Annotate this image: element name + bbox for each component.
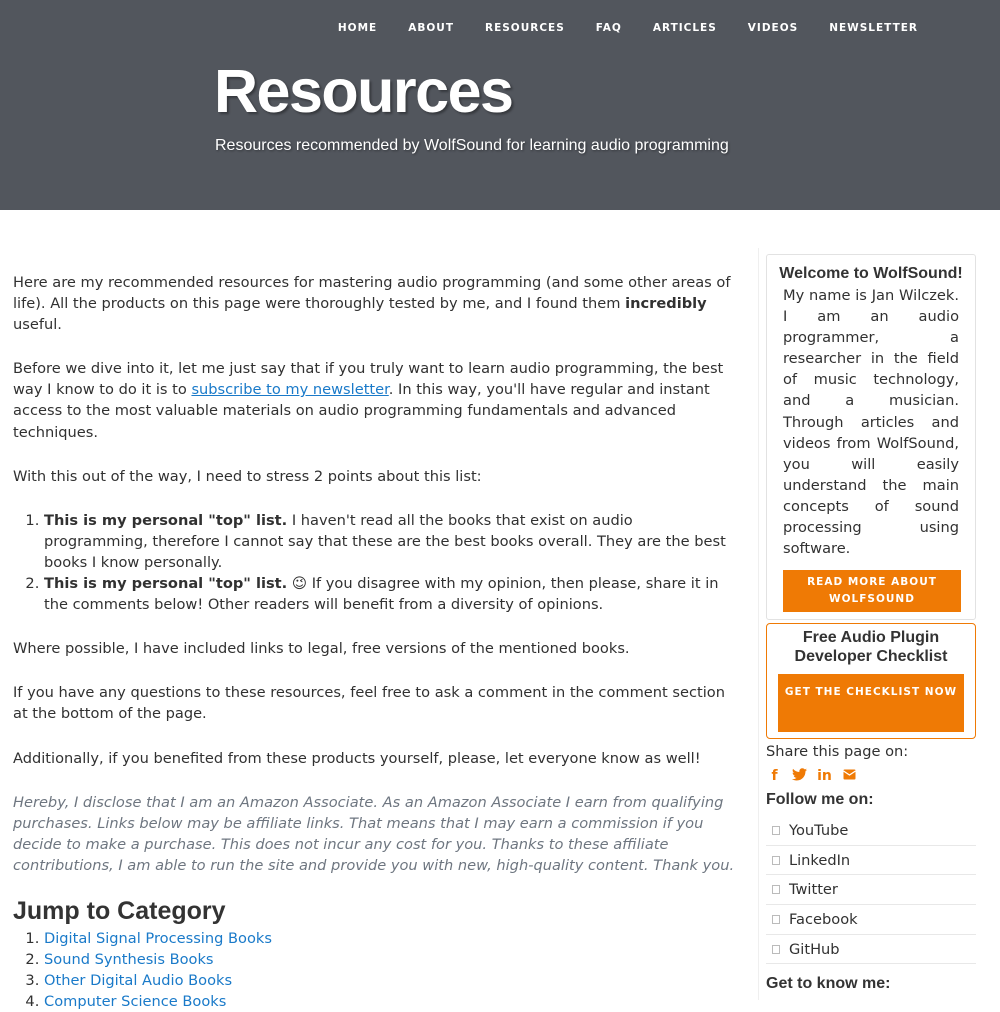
page-subtitle: Resources recommended by WolfSound for learning audio programming [215, 137, 729, 154]
category-link-digital-audio-books[interactable]: Other Digital Audio Books [44, 972, 233, 990]
welcome-title: Welcome to WolfSound! [779, 265, 963, 282]
email-icon[interactable] [841, 768, 858, 785]
main-content [13, 272, 740, 1012]
follow-link-youtube[interactable]: YouTube [789, 821, 849, 839]
checklist-widget [766, 623, 976, 739]
jump-to-category-heading: Jump to Category [13, 896, 226, 925]
category-item [44, 970, 740, 991]
share-icons [766, 768, 858, 785]
category-link-dsp-books[interactable]: Digital Signal Processing Books [44, 930, 272, 948]
page-header [0, 0, 1000, 210]
category-list [44, 928, 740, 1012]
follow-item [766, 935, 976, 965]
linkedin-icon[interactable]: in [817, 768, 832, 784]
newsletter-link[interactable]: subscribe to my newsletter [191, 381, 389, 399]
welcome-widget [766, 254, 976, 620]
linkedin-icon [772, 856, 780, 865]
follow-list [766, 816, 976, 964]
page-title: Resources [214, 57, 513, 125]
facebook-icon[interactable]: f [771, 768, 778, 784]
free-versions-paragraph: Where possible, I have included links to legal, free versions of the mentioned books. [13, 640, 630, 658]
affiliate-disclaimer: Hereby, I disclose that I am an Amazon Associate. As an Amazon Associate I earn from qualifying purchases. Links below may be affiliate links. That means that I may earn a commission if you decide to make a purchase. This does not incur any cost for you. Thanks to these affiliate contributions, I am able to run the site and provide you with new, high-quality content. Thank you. [13, 793, 735, 874]
category-link-synthesis-books[interactable]: Sound Synthesis Books [44, 951, 214, 969]
sidebar [758, 248, 988, 1000]
nav-home[interactable]: HOME [337, 22, 378, 34]
point-item: 1. This is my personal "top" list. I haven't read all the books that exist on audio programming, therefore I cannot say that these are the best books overall. They are the best books I know personally. [44, 510, 740, 573]
follow-label: Follow me on: [766, 791, 874, 808]
category-item [44, 991, 740, 1012]
follow-link-github[interactable]: GitHub [789, 940, 840, 958]
nav-faq[interactable]: FAQ [595, 22, 622, 34]
follow-link-twitter[interactable]: Twitter [789, 881, 838, 899]
get-to-know-label: Get to know me: [766, 975, 891, 992]
top-navigation [307, 20, 918, 36]
follow-item [766, 875, 976, 905]
read-more-button[interactable]: READ MORE ABOUT WOLFSOUND [783, 570, 961, 612]
points-list [44, 510, 740, 615]
facebook-icon [772, 915, 780, 924]
youtube-icon [772, 826, 780, 835]
nav-articles[interactable]: ARTICLES [652, 22, 717, 34]
follow-link-facebook[interactable]: Facebook [789, 910, 858, 928]
questions-paragraph: If you have any questions to these resources, feel free to ask a comment in the comment section at the bottom of the page. [13, 684, 725, 723]
intro-paragraph: Here are my recommended resources for mastering audio programming (and some other areas of life). All the products on this page were thoroughly tested by me, and I found them incredibly useful. [13, 274, 731, 334]
points-intro: With this out of the way, I need to stress 2 points about this list: [13, 467, 482, 485]
github-icon [772, 945, 780, 954]
emphasis-text: incredibly [625, 295, 707, 313]
twitter-icon[interactable] [791, 768, 808, 785]
follow-item [766, 905, 976, 935]
nav-about[interactable]: ABOUT [408, 22, 454, 34]
follow-item [766, 816, 976, 846]
follow-link-linkedin[interactable]: LinkedIn [789, 851, 851, 869]
point-item: 2. This is my personal "top" list. 😉 If you disagree with my opinion, then please, share it in the comments below! Other readers will benefit from a diversity of opinions. [44, 573, 740, 615]
nav-resources[interactable]: RESOURCES [484, 22, 565, 34]
welcome-text: My name is Jan Wilczek. I am an audio programmer, a researcher in the field of music technology, and a musician. Through articles and videos from WolfSound, you will easily understand the main concepts of sound processing using software. [783, 287, 959, 558]
follow-item [766, 846, 976, 876]
twitter-icon [772, 885, 780, 894]
wink-emoji: 😉 [291, 575, 308, 593]
category-item [44, 928, 740, 949]
share-request-paragraph: Additionally, if you benefited from these products yourself, please, let everyone know as well! [13, 749, 701, 767]
category-link-cs-books[interactable]: Computer Science Books [44, 993, 227, 1011]
checklist-title: Free Audio Plugin Developer Checklist [794, 629, 948, 665]
category-item [44, 949, 740, 970]
nav-newsletter[interactable]: NEWSLETTER [829, 22, 918, 34]
nav-videos[interactable]: VIDEOS [747, 22, 799, 34]
newsletter-paragraph: Before we dive into it, let me just say that if you truly want to learn audio programming, the best way I know to do it is to subscribe to my newsletter. In this way, you'll have regular and instant access to the most valuable materials on audio programming fundamentals and advanced techniques. [13, 360, 724, 441]
share-label: Share this page on: [766, 743, 909, 760]
get-checklist-button[interactable]: GET THE CHECKLIST NOW [778, 674, 964, 732]
